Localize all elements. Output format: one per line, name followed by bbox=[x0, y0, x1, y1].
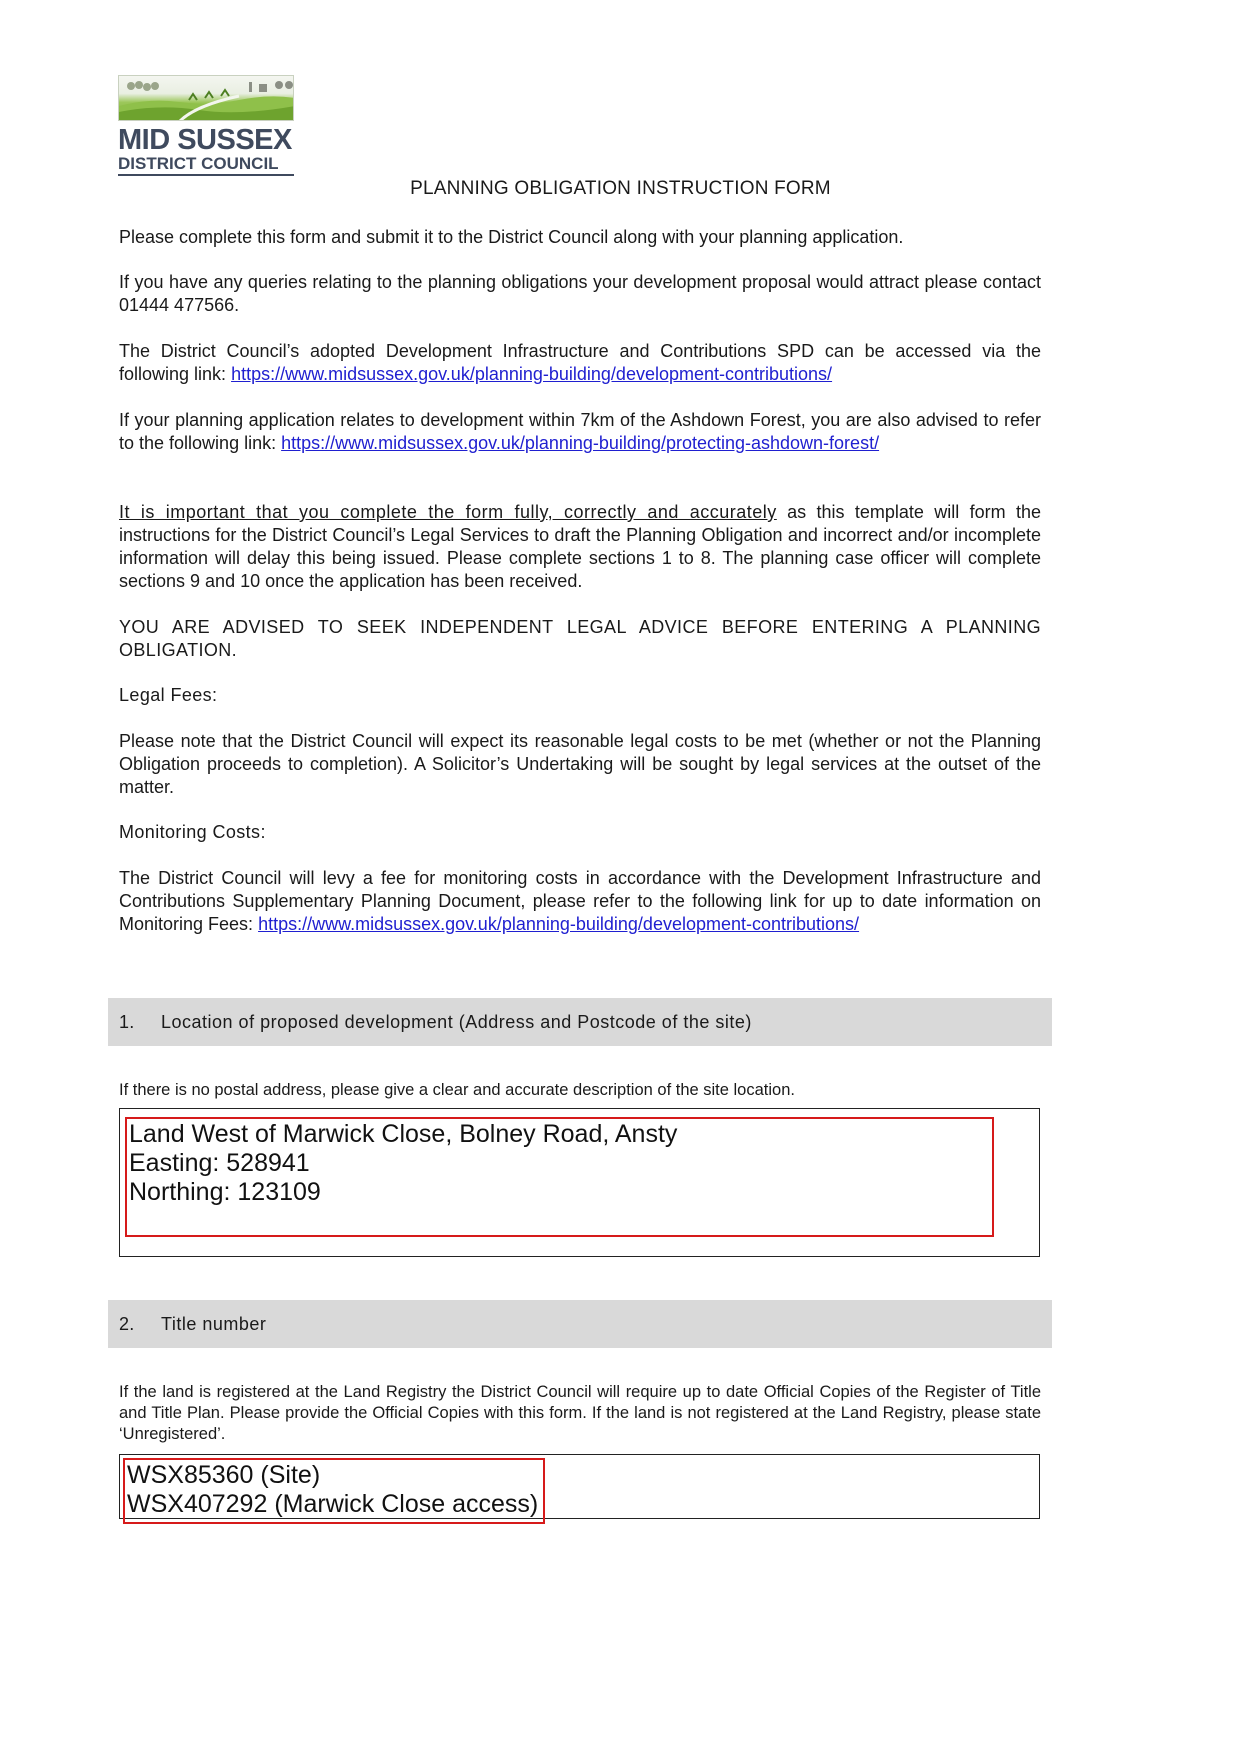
title-number-text bbox=[127, 1461, 538, 1519]
spd-text: The District Council’s adopted Development Infrastructure and Contributions SPD can be accessed via the following link: bbox=[119, 341, 1041, 384]
legal-fees-text: Please note that the District Council will expect its reasonable legal costs to be met (whether or not the Planning Obligation proceeds to completion). A Solicitor’s Undertaking will be sought by legal services at the outset of the matter. bbox=[119, 731, 1041, 797]
legal-fees-heading: Legal Fees: bbox=[119, 685, 218, 705]
intro-paragraph-1: Please complete this form and submit it to the District Council along with your planning application. bbox=[119, 227, 904, 247]
section-1-note: If there is no postal address, please give a clear and accurate description of the site location. bbox=[119, 1081, 795, 1099]
section-1-title: Location of proposed development (Address and Postcode of the site) bbox=[161, 1012, 752, 1032]
monitoring-costs-heading: Monitoring Costs: bbox=[119, 822, 266, 842]
important-rest-text: as this template will form the instructions for the District Council’s Legal Services to draft the Planning Obligation and incorrect and/or incomplete information will delay this being issued. Please complete sections 1 to 8. The planning case officer will complete sections 9 and 10 once the application has been received. bbox=[119, 502, 1041, 591]
intro-paragraph-4 bbox=[119, 409, 1041, 455]
logo-subtitle: DISTRICT COUNCIL bbox=[118, 154, 279, 173]
spd-link[interactable]: https://www.midsussex.gov.uk/planning-building/development-contributions/ bbox=[231, 364, 833, 384]
ashdown-link[interactable]: https://www.midsussex.gov.uk/planning-building/protecting-ashdown-forest/ bbox=[281, 433, 880, 453]
ashdown-text: If your planning application relates to development within 7km of the Ashdown Forest, you are also advised to refer to the following link: bbox=[119, 410, 1041, 453]
intro-paragraph-3 bbox=[119, 340, 1041, 386]
intro-paragraph-2: If you have any queries relating to the planning obligations your development proposal would attract please contact 01444 477566. bbox=[119, 272, 1041, 315]
site-northing-line: Northing: 123109 bbox=[129, 1178, 321, 1206]
site-address-line: Land West of Marwick Close, Bolney Road, Ansty bbox=[129, 1120, 678, 1148]
council-logo bbox=[118, 75, 294, 177]
monitoring-text: The District Council will levy a fee for monitoring costs in accordance with the Development Infrastructure and Contributions Supplementary Planning Document, please refer to the following link for up to date information on Monitoring Fees: bbox=[119, 868, 1041, 934]
legal-advice-notice: YOU ARE ADVISED TO SEEK INDEPENDENT LEGAL ADVICE BEFORE ENTERING A PLANNING OBLIGATION. bbox=[119, 617, 1041, 660]
section-1-header bbox=[108, 998, 1052, 1046]
monitoring-fees-link[interactable]: https://www.midsussex.gov.uk/planning-building/development-contributions/ bbox=[258, 914, 860, 934]
monitoring-costs-text bbox=[119, 867, 1041, 936]
logo-landscape-image bbox=[118, 75, 294, 121]
site-easting-line: Easting: 528941 bbox=[129, 1149, 310, 1177]
section-1-number: 1. bbox=[119, 1012, 135, 1032]
intro-paragraph-5 bbox=[119, 501, 1041, 593]
form-title: PLANNING OBLIGATION INSTRUCTION FORM bbox=[410, 178, 831, 199]
logo-rule bbox=[118, 174, 294, 176]
title-number-site-line: WSX85360 (Site) bbox=[127, 1461, 321, 1489]
logo-name: MID SUSSEX bbox=[118, 124, 292, 156]
site-location-field[interactable] bbox=[119, 1108, 1040, 1257]
section-2-header bbox=[108, 1300, 1052, 1348]
important-underlined-text: It is important that you complete the form fully, correctly and accurately bbox=[119, 502, 777, 522]
title-number-field[interactable] bbox=[119, 1454, 1040, 1519]
title-number-access-line: WSX407292 (Marwick Close access) bbox=[127, 1490, 539, 1518]
section-2-number: 2. bbox=[119, 1314, 135, 1334]
section-2-title: Title number bbox=[161, 1314, 267, 1334]
section-2-note: If the land is registered at the Land Registry the District Council will require up to date Official Copies of the Register of Title and Title Plan. Please provide the Official Copies with this form. If the land is not registered at the Land Registry, please state ‘Unregistered’. bbox=[119, 1383, 1041, 1443]
site-location-text bbox=[129, 1120, 677, 1207]
